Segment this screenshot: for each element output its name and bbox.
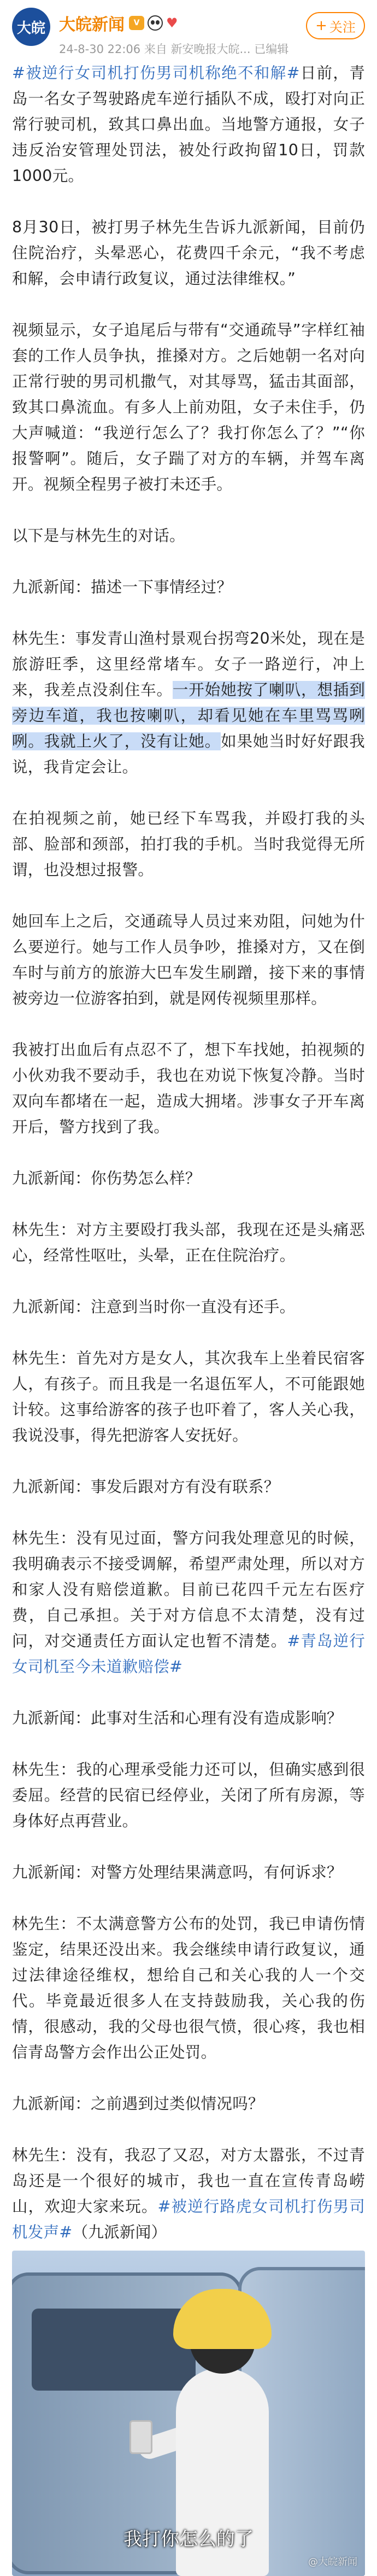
- follow-button[interactable]: [306, 12, 365, 39]
- hashtag-link[interactable]: #青岛逆行女司机至今未道歉赔偿#: [12, 1632, 365, 1676]
- post-content: [0, 60, 377, 2245]
- answer-text: 林先生：没有见过面，警方问我处理意见的时候，我明确表示不接受调解，希望严肃处理，所以对方和家人没有赔偿道歉。目前已花四千元左右医疗费，自己承担。关于对方信息不太清楚，没有过问，对交通责任方面认定也暂不清楚。: [12, 1529, 365, 1650]
- question: 九派新闻：之前遇到过类似情况吗？: [12, 2095, 264, 2113]
- hashtag-link[interactable]: #被逆行女司机打伤男司机称绝不和解#: [12, 64, 300, 82]
- paragraph: [12, 60, 365, 189]
- question: 九派新闻：事发后跟对方有没有联系？: [12, 1478, 280, 1496]
- highlighted-text: 一开始她按了喇叭，想插到旁边车道，我也按喇叭，却看见她在车里骂骂咧咧。我就上火了，没有让她。: [12, 681, 365, 750]
- post-header: [0, 0, 377, 60]
- video-thumbnail[interactable]: [12, 2251, 365, 2576]
- username[interactable]: 大皖新闻: [59, 15, 125, 34]
- answer: 林先生：对方主要殴打我头部，我现在还是头痛恶心，经常性呕吐，头晕，正在住院治疗。: [12, 1221, 365, 1264]
- heart-badge-icon: ♥: [166, 15, 178, 31]
- user-info: [59, 8, 288, 57]
- post-meta: 24-8-30 22:06 来自 新安晚报大皖... 已编辑: [59, 43, 289, 56]
- paragraph: 以下是与林先生的对话。: [12, 527, 185, 545]
- video-caption: 我打你怎么的了: [123, 2528, 254, 2550]
- source-text: （九派新闻）: [72, 2223, 167, 2241]
- question: 九派新闻：你伤势怎么样？: [12, 1169, 201, 1187]
- panda-badge-icon: [148, 15, 163, 31]
- van-window: [32, 2309, 196, 2391]
- vip-badge-icon: V: [129, 16, 144, 30]
- answer: [12, 626, 365, 780]
- answer: [12, 1525, 365, 1680]
- paragraph: 视频显示，女子追尾后与带有“交通疏导”字样红袖套的工作人员争执，推搡对方。之后她朝一名对向正常行驶的男司机撒气，对其辱骂，猛击其面部，致其口鼻流血。有多人上前劝阻，女子未住手，仍大声喊道：“我逆行怎么了？我打你怎么了？”“你报警啊”。随后，女子踹了对方的车辆，并驾车离开。视频全程男子被打未还手。: [12, 321, 365, 493]
- answer: 她回车上之后，交通疏导人员过来劝阻，问她为什么要逆行。她与工作人员争吵，推搡对方，又在倒车时与前方的旅游大巴车发生刷蹭，接下来的事情被旁边一位游客拍到，就是网传视频里那样。: [12, 912, 365, 1007]
- answer-text: 林先生：事发青山渔村景观台拐弯20米处，现在是旅游旺季，这里经常堵车。女子一路逆行，冲上来，我差点没刹住车。: [12, 630, 365, 699]
- answer: 林先生：我的心理承受能力还可以，但确实感到很委屈。经营的民宿已经停业，关闭了所有房源，等身体好点再营业。: [12, 1761, 365, 1830]
- question: 九派新闻：注意到当时你一直没有还手。: [12, 1298, 296, 1316]
- follow-label: 关注: [329, 19, 356, 35]
- question: 九派新闻：描述一下事情经过？: [12, 578, 233, 596]
- watermark: @大皖新闻: [308, 2556, 357, 2568]
- answer: 在拍视频之前，她已经下车骂我，并殴打我的头部、脸部和颈部，拍打我的手机。当时我觉得无所谓，也没想过报警。: [12, 809, 365, 879]
- answer: 我被打出血后有点忍不了，想下车找她，拍视频的小伙劝我不要动手，我也在劝说下恢复冷静。当时双向车都堵在一起，造成大拥堵。涉事女子开车离开后，警方找到了我。: [12, 1041, 365, 1136]
- question: 九派新闻：对警方处理结果满意吗，有何诉求？: [12, 1863, 343, 1881]
- answer-text: 如果她当时好好跟我说，我肯定会让。: [12, 732, 365, 776]
- hashtag-link[interactable]: #被逆行路虎女司机打伤男司机发声#: [12, 2198, 366, 2241]
- answer-text: 林先生：没有，我忍了又忍，对方太嚣张，不过青岛还是一个很好的城市，我也一直在宣传青岛崂山，欢迎大家来玩。: [12, 2146, 365, 2216]
- answer: [12, 2142, 365, 2245]
- answer: 林先生：首先对方是女人，其次我车上坐着民宿客人，有孩子。而且我是一名退伍军人，不可能跟她计较。这事给游客的孩子也吓着了，客人关心我，我说没事，得先把游客人安抚好。: [12, 1349, 365, 1444]
- user-line: [59, 11, 288, 35]
- paragraph-text: 日前，青岛一名女子驾驶路虎车逆行插队不成，殴打对向正常行驶司机，致其口鼻出血。当地警方通报，女子违反治安管理处罚法，被处行政拘留10日，罚款1000元。: [12, 64, 365, 185]
- question: 九派新闻：此事对生活和心理有没有造成影响？: [12, 1709, 343, 1727]
- paragraph: 8月30日，被打男子林先生告诉九派新闻，目前仍住院治疗，头晕恶心，花费四千余元，“我不考虑和解，会申请行政复议，通过法律维权。”: [12, 218, 365, 288]
- answer: 林先生：不太满意警方公布的处罚，我已申请伤情鉴定，结果还没出来。我会继续申请行政复议，通过法律途径维权，想给自己和关心我的人一个交代。毕竟最近很多人在支持鼓励我，关心我的伤情，很感动，我的父母也很气愤，很心疼，我也相信青岛警方会作出公正处罚。: [12, 1915, 365, 2061]
- avatar[interactable]: 大皖: [12, 8, 50, 46]
- phone-icon: [129, 2420, 152, 2454]
- plus-icon: +: [315, 18, 327, 34]
